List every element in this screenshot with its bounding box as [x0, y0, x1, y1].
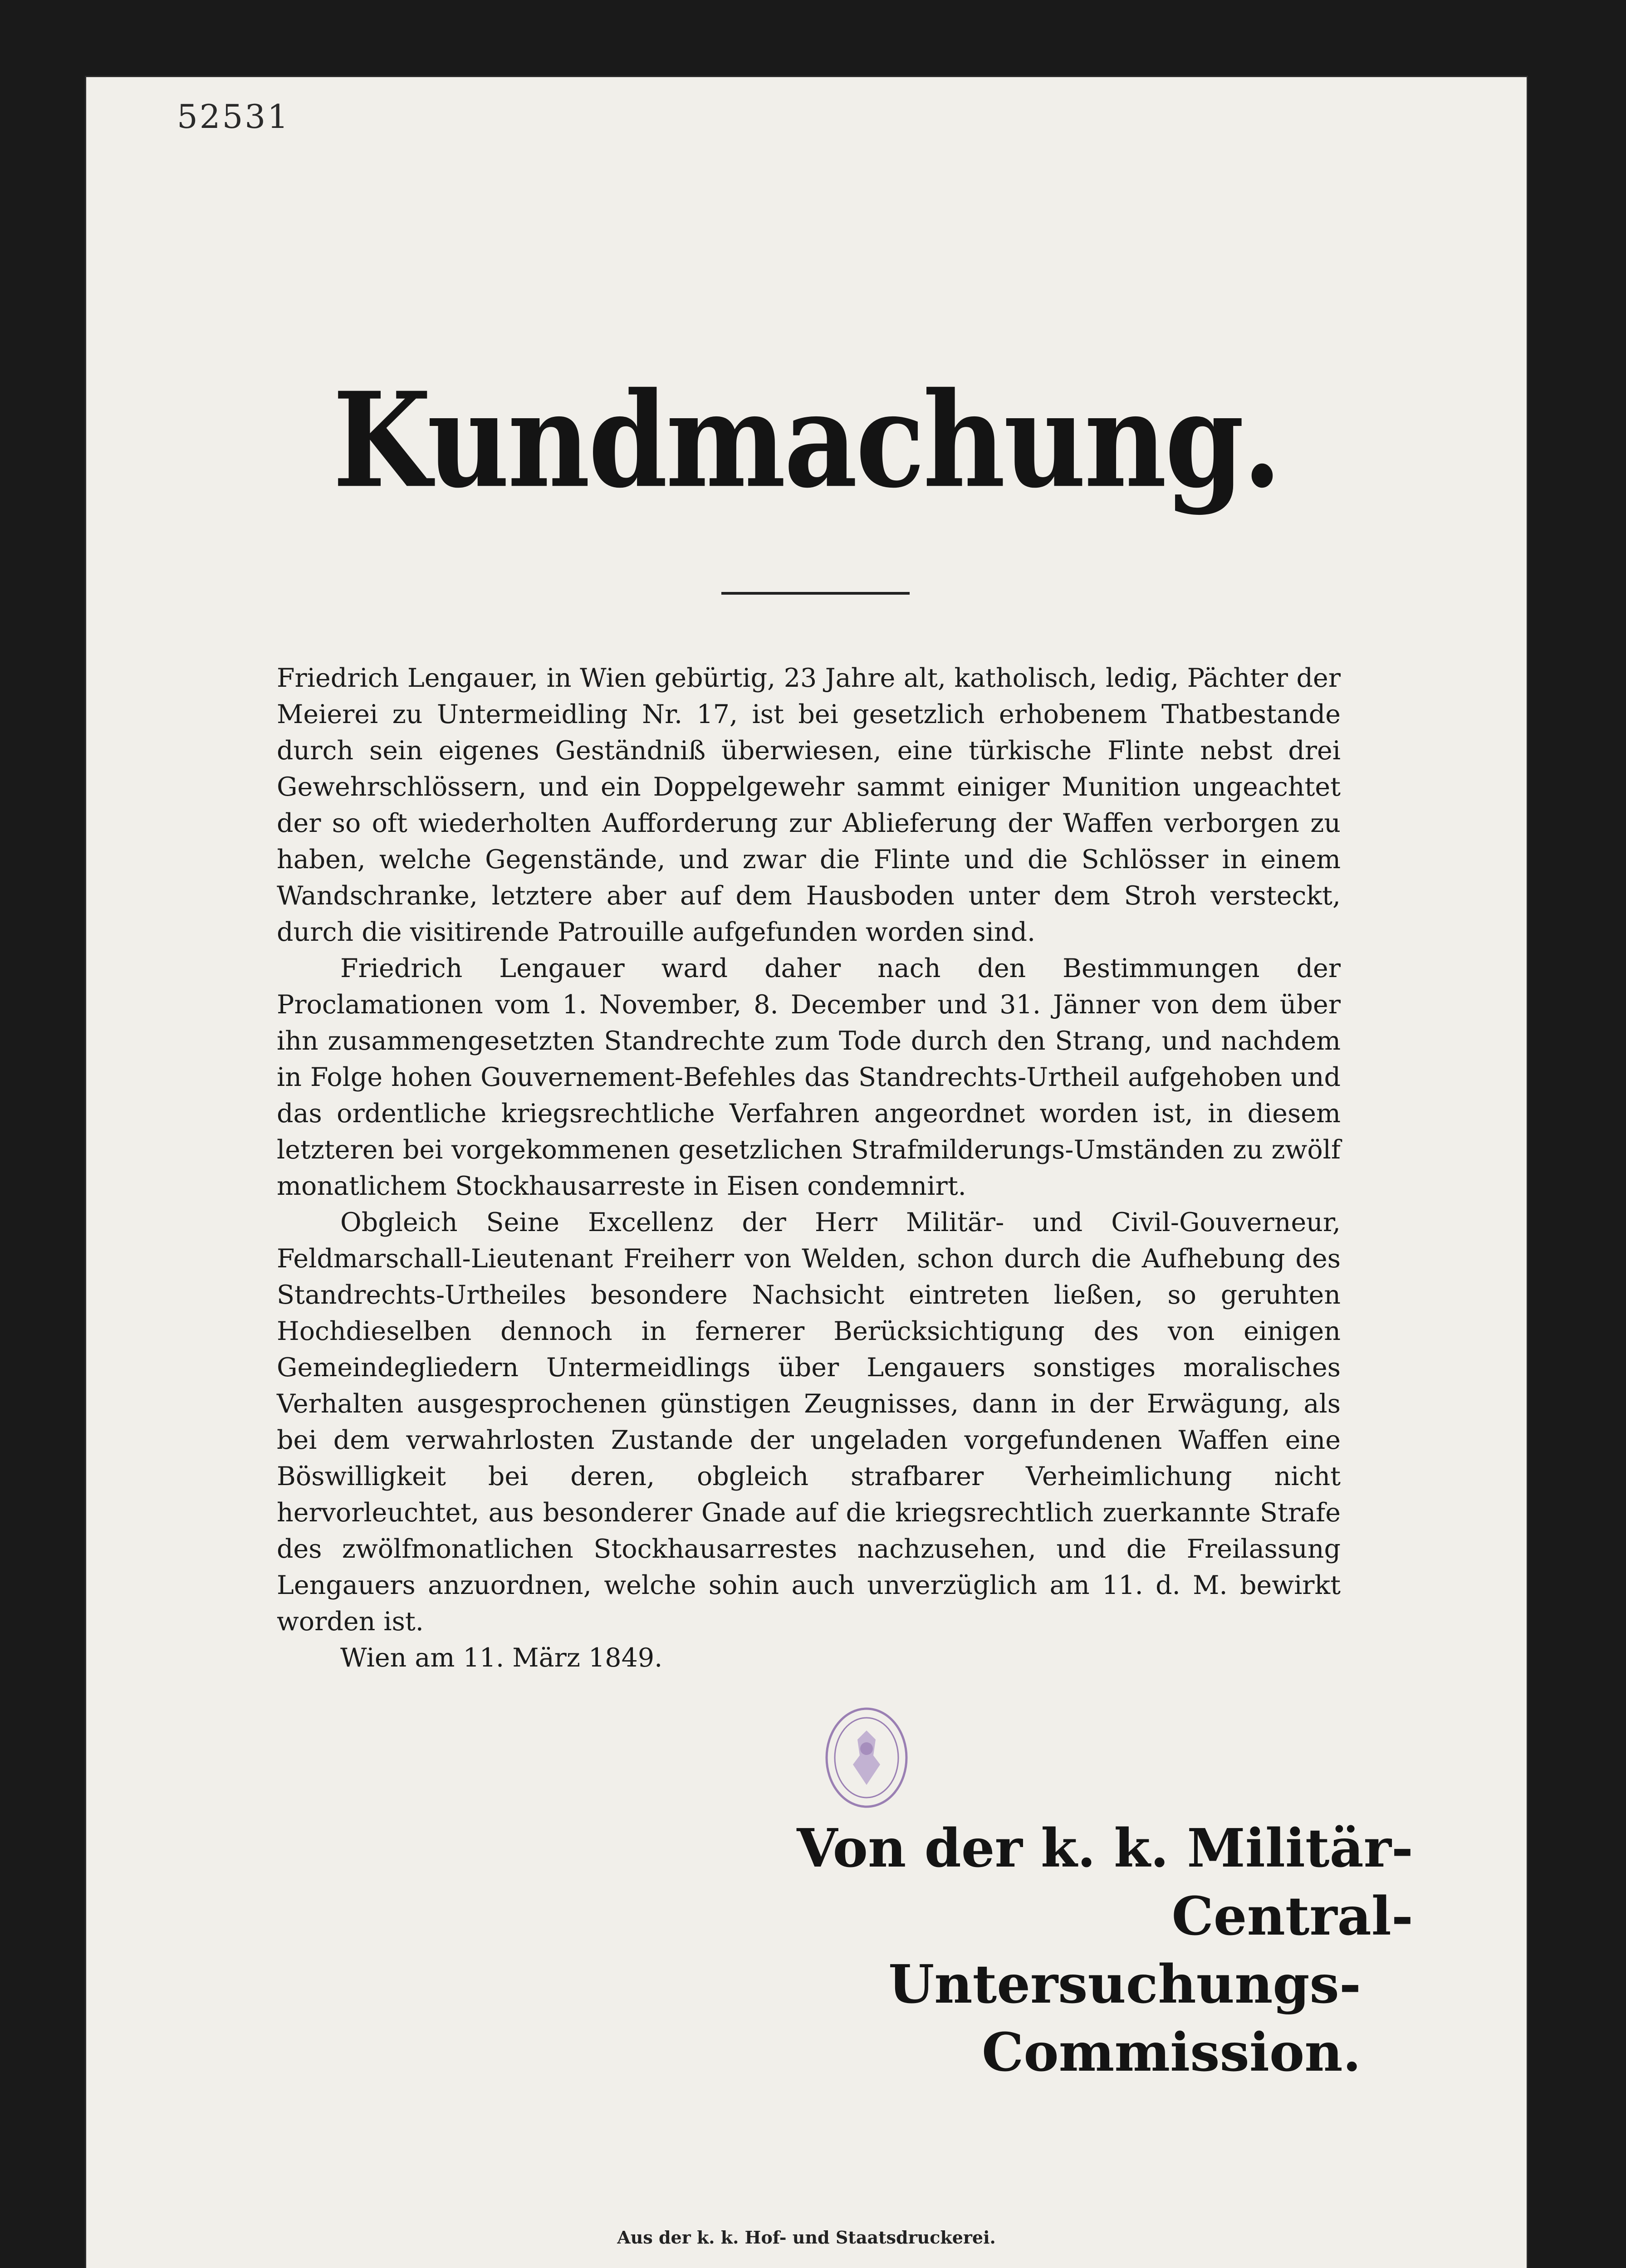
signature-line-2: Untersuchungs-Commission. [888, 1954, 1361, 2083]
issuing-authority [676, 1814, 1447, 2087]
paragraph-3: Obgleich Seine Excellenz der Herr Militär- und Civil-Gouverneur, Feldmarschall-Lieutenant Freiherr von Welden, schon durch die Aufhebung des Standrechts-Urtheiles besondere Nachsicht eintreten ließen, so geruhten Hochdieselben dennoch in fernerer Berücksichtigung des von einigen Gemeindegliedern Untermeidlings über Lengauers sonstiges moralisches Verhalten ausgesprochenen günstigen Zeugnisses, dann in der Erwägung, als bei dem verwahrlosten Zustande der ungeladen vorgefundenen Waffen eine Böswilligkeit bei deren, obgleich strafbarer Verheimlichung nicht hervorleuchtet, aus besonderer Gnade auf die kriegsrechtlich zuerkannte Strafe des zwölfmonatlichen Stockhausarrestes nachzusehen, und die Freilassung Lengauers anzuordnen, welche sohin auch unverzüglich am 11. d. M. bewirkt worden ist. [277, 1207, 1341, 1637]
printer-imprint: Aus der k. k. Hof- und Staatsdruckerei. [617, 2227, 996, 2248]
paragraph-2: Friedrich Lengauer ward daher nach den Bestimmungen der Proclamationen vom 1. November, 8. December und 31. Jänner von dem über ihn zusammengesetzten Standrechte zum Tode durch den Strang, und nachdem in Folge hohen Gouvernement-Befehles das Standrechts-Urtheil aufgehoben und das ordentliche kriegsrechtliche Verfahren angeordnet worden ist, in diesem letzteren bei vorgekommenen gesetzlichen Strafmilderungs-Umständen zu zwölf monatlichem Stockhausarreste in Eisen condemnirt. [277, 953, 1341, 1201]
proclamation-body [277, 660, 1341, 1676]
poster-sheet [86, 77, 1527, 2268]
paragraph-1: Friedrich Lengauer, in Wien gebürtig, 23 Jahre alt, katholisch, ledig, Pächter der Meierei zu Untermeidling Nr. 17, ist bei gesetzlich erhobenem Thatbestande durch sein eigenes Geständniß überwiesen, eine türkische Flinte nebst drei Gewehrschlössern, und ein Doppelgewehr sammt einiger Munition ungeachtet der so oft wiederholten Aufforderung zur Ablieferung der Waffen verborgen zu haben, welche Gegenstände, und zwar die Flinte und die Schlösser in einem Wandschranke, letztere aber auf dem Hausboden unter dem Stroh versteckt, durch die visitirende Patrouille aufgefunden worden sind. [277, 663, 1341, 947]
library-stamp-icon [823, 1706, 910, 1810]
page-title: Kundmachung. [333, 363, 1280, 517]
title-divider [721, 592, 910, 595]
signature-line-1: Von der k. k. Militär-Central- [797, 1818, 1413, 1947]
inventory-number: 52531 [177, 98, 290, 136]
dateline: Wien am 11. März 1849. [340, 1643, 663, 1673]
